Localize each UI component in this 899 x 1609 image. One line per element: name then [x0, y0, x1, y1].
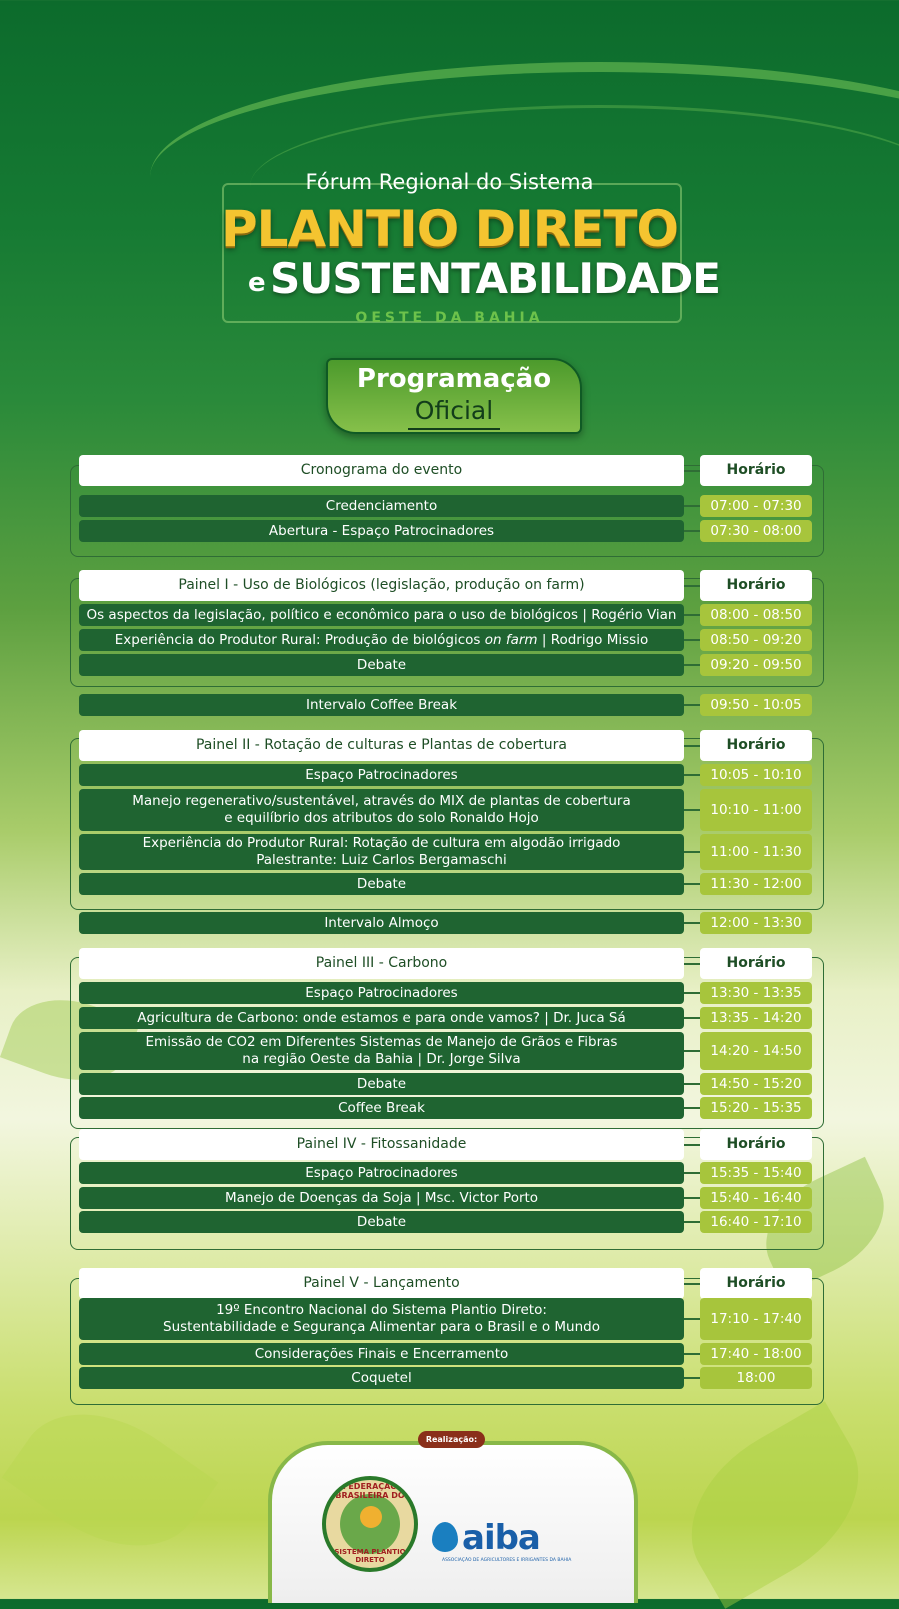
header-connector — [684, 470, 700, 472]
logo-sun-icon — [360, 1506, 382, 1528]
schedule-item-label: Experiência do Produtor Rural: Produção de biológicos on farm | Rodrigo Missio — [114, 631, 649, 648]
schedule-time: 08:00 - 08:50 — [700, 604, 812, 626]
schedule-time: 09:50 - 10:05 — [700, 694, 812, 716]
schedule-time: 15:35 - 15:40 — [700, 1162, 812, 1184]
schedule-time: 13:30 - 13:35 — [700, 982, 812, 1004]
schedule-item: Espaço Patrocinadores — [79, 764, 684, 786]
row-connector — [684, 1221, 700, 1223]
row-connector — [684, 1107, 700, 1109]
section-header: Cronograma do evento — [79, 455, 684, 486]
schedule-item-line1: Emissão de CO2 em Diferentes Sistemas de Manejo de Grãos e Fibras — [145, 1034, 618, 1050]
row-connector — [684, 530, 700, 532]
row-connector — [684, 1197, 700, 1199]
row-connector — [684, 1172, 700, 1174]
row-connector — [684, 809, 700, 811]
logo1-bottom-text: SISTEMA PLANTIO DIRETO — [334, 1548, 406, 1564]
schedule-time: 13:35 - 14:20 — [700, 1007, 812, 1029]
schedule-item: Debate — [79, 654, 684, 676]
schedule-time: 10:05 - 10:10 — [700, 764, 812, 786]
row-connector — [684, 505, 700, 507]
schedule-item-line2: Sustentabilidade e Segurança Alimentar para o Brasil e o Mundo — [163, 1319, 600, 1335]
schedule-time: 14:20 - 14:50 — [700, 1032, 812, 1070]
fbspd-logo — [322, 1476, 418, 1572]
realizacao-label: Realização: — [418, 1431, 485, 1448]
schedule-item: Agricultura de Carbono: onde estamos e para onde vamos? | Dr. Juca Sá — [79, 1007, 684, 1029]
schedule-time: 18:00 — [700, 1367, 812, 1389]
header-connector — [684, 1283, 700, 1285]
schedule-item: Manejo de Doenças da Soja | Msc. Victor Porto — [79, 1187, 684, 1209]
section-header: Painel II - Rotação de culturas e Plantas de cobertura — [79, 730, 684, 761]
schedule-time: 15:20 - 15:35 — [700, 1097, 812, 1119]
schedule-item: Coquetel — [79, 1367, 684, 1389]
leaf-decoration — [660, 1401, 890, 1609]
row-connector — [684, 1353, 700, 1355]
row-connector — [684, 1050, 700, 1052]
row-connector — [684, 1377, 700, 1379]
schedule-item: Espaço Patrocinadores — [79, 982, 684, 1004]
schedule-time: 14:50 - 15:20 — [700, 1073, 812, 1095]
schedule-item — [79, 1298, 684, 1340]
header-connector — [684, 745, 700, 747]
header-connector — [684, 585, 700, 587]
schedule-item: Abertura - Espaço Patrocinadores — [79, 520, 684, 542]
time-column-header: Horário — [700, 1268, 812, 1299]
row-connector — [684, 704, 700, 706]
schedule-item — [79, 629, 684, 651]
schedule-item: Debate — [79, 1073, 684, 1095]
event-title-secondary: SUSTENTABILIDADE — [270, 254, 720, 303]
schedule-time: 12:00 - 13:30 — [700, 912, 812, 934]
time-column-header: Horário — [700, 948, 812, 979]
row-connector — [684, 664, 700, 666]
schedule-time: 09:20 - 09:50 — [700, 654, 812, 676]
schedule-item-line2: na região Oeste da Bahia | Dr. Jorge Silva — [242, 1051, 521, 1067]
row-connector — [684, 992, 700, 994]
row-connector — [684, 883, 700, 885]
section-header: Painel III - Carbono — [79, 948, 684, 979]
row-connector — [684, 639, 700, 641]
schedule-item-line1: Manejo regenerativo/sustentável, através do MIX de plantas de cobertura — [132, 793, 631, 809]
schedule-item: Considerações Finais e Encerramento — [79, 1343, 684, 1365]
schedule-time: 17:40 - 18:00 — [700, 1343, 812, 1365]
aiba-logo — [432, 1518, 594, 1562]
schedule-item — [79, 1032, 684, 1070]
schedule-item — [79, 789, 684, 831]
section-header: Painel V - Lançamento — [79, 1268, 684, 1299]
badge-line1: Programação — [356, 364, 552, 394]
time-column-header: Horário — [700, 570, 812, 601]
schedule-item: Espaço Patrocinadores — [79, 1162, 684, 1184]
schedule-item: Intervalo Coffee Break — [79, 694, 684, 716]
header-connector — [684, 1144, 700, 1146]
schedule-item-line1: 19º Encontro Nacional do Sistema Plantio Direto: — [216, 1302, 547, 1318]
badge-underline — [408, 428, 500, 430]
event-title-connector: e — [248, 268, 266, 298]
schedule-item: Intervalo Almoço — [79, 912, 684, 934]
event-subtitle: Fórum Regional do Sistema — [305, 170, 594, 194]
schedule-item-line2: e equilíbrio dos atributos do solo Ronaldo Hojo — [224, 810, 539, 826]
schedule-item-emphasis: on farm — [484, 631, 538, 648]
logo1-top-text: FEDERAÇÃO BRASILEIRA DO — [335, 1482, 405, 1500]
schedule-time: 11:00 - 11:30 — [700, 834, 812, 870]
schedule-time: 07:30 - 08:00 — [700, 520, 812, 542]
section-header: Painel IV - Fitossanidade — [79, 1129, 684, 1160]
schedule-time: 10:10 - 11:00 — [700, 789, 812, 831]
header-connector — [684, 963, 700, 965]
row-connector — [684, 774, 700, 776]
schedule-time: 07:00 - 07:30 — [700, 495, 812, 517]
schedule-item — [79, 834, 684, 870]
water-drop-icon — [432, 1522, 458, 1552]
row-connector — [684, 1318, 700, 1320]
event-title-main: PLANTIO DIRETO — [220, 200, 679, 258]
row-connector — [684, 1083, 700, 1085]
schedule-time: 11:30 - 12:00 — [700, 873, 812, 895]
section-header: Painel I - Uso de Biológicos (legislação, produção on farm) — [79, 570, 684, 601]
schedule-item: Credenciamento — [79, 495, 684, 517]
schedule-item: Os aspectos da legislação, político e econômico para o uso de biológicos | Rogério Vian — [79, 604, 684, 626]
schedule-time: 16:40 - 17:10 — [700, 1211, 812, 1233]
leaf-decoration — [2, 1379, 218, 1581]
row-connector — [684, 922, 700, 924]
schedule-time: 15:40 - 16:40 — [700, 1187, 812, 1209]
badge-line2: Oficial — [414, 396, 494, 425]
schedule-item: Coffee Break — [79, 1097, 684, 1119]
aiba-wordmark: aiba — [462, 1518, 540, 1558]
schedule-item: Debate — [79, 1211, 684, 1233]
programacao-badge — [326, 358, 582, 434]
row-connector — [684, 1017, 700, 1019]
time-column-header: Horário — [700, 455, 812, 486]
event-region: OESTE DA BAHIA — [355, 310, 544, 326]
schedule-item-line2: Palestrante: Luiz Carlos Bergamaschi — [256, 852, 507, 868]
schedule-item: Debate — [79, 873, 684, 895]
schedule-time: 17:10 - 17:40 — [700, 1298, 812, 1340]
schedule-time: 08:50 - 09:20 — [700, 629, 812, 651]
schedule-item-line1: Experiência do Produtor Rural: Rotação de cultura em algodão irrigado — [142, 835, 621, 851]
time-column-header: Horário — [700, 1129, 812, 1160]
row-connector — [684, 851, 700, 853]
aiba-subtitle: ASSOCIAÇÃO DE AGRICULTORES E IRRIGANTES DA BAHIA — [442, 1558, 572, 1563]
row-connector — [684, 614, 700, 616]
time-column-header: Horário — [700, 730, 812, 761]
